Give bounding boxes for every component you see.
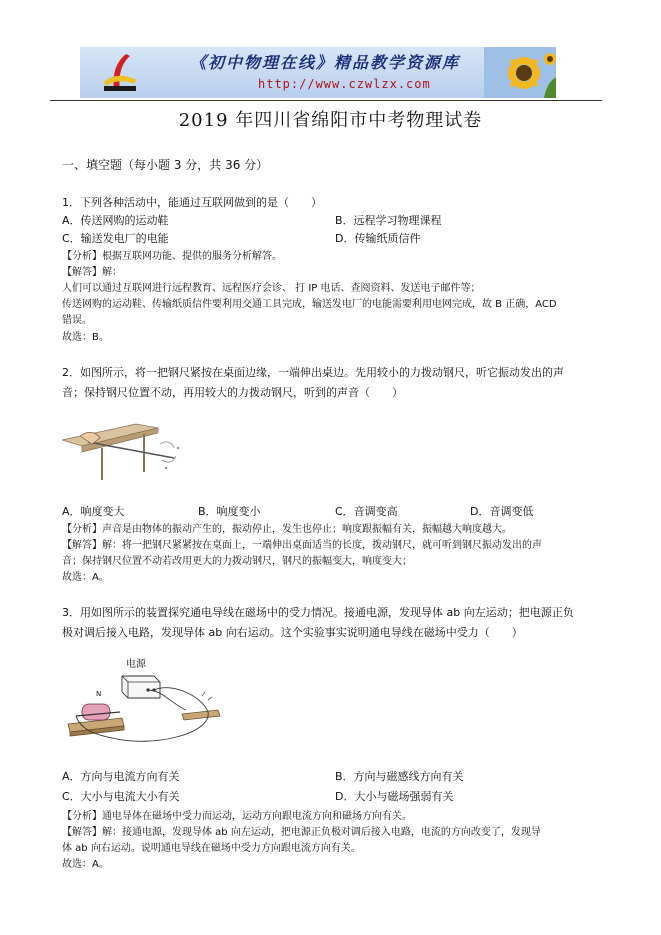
q2-choice: 故选：A。: [62, 572, 109, 583]
q1-option-d: D．传输纸质信件: [335, 232, 421, 245]
page-title: 2019 年四川省绵阳市中考物理试卷: [178, 110, 483, 131]
q3-option-a: A．方向与电流方向有关: [62, 770, 180, 783]
q2-stem-line-2: 音；保持钢尺位置不动，再用较大的力拨动钢尺，听到的声音（ ）: [62, 386, 403, 399]
banner-title: 《初中物理在线》精品教学资源库: [190, 53, 461, 72]
motor-circuit-figure: [62, 652, 232, 752]
q2-answer-line-2: 音；保持钢尺位置不动若改用更大的力拨动钢尺，钢尺的振幅变大，响度变大；: [62, 556, 412, 567]
q1-answer-line-3: 错误。: [62, 315, 92, 326]
q1-option-a: A．传送网购的运动鞋: [62, 214, 169, 227]
q3-stem-line-1: 3．用如图所示的装置探究通电导线在磁场中的受力情况。接通电源，发现导体 ab 向左运动；把电源正负: [62, 606, 574, 619]
power-supply-label: 电源: [126, 659, 146, 670]
q2-answer-line-1: 【解答】解：将一把钢尺紧紧按在桌面上，一端伸出桌面适当的长度，拨动钢尺，就可听到钢尺振动发出的声: [62, 540, 542, 551]
banner-url[interactable]: http://www.czwlzx.com: [258, 77, 431, 91]
q1-answer-line-1: 人们可以通过互联网进行远程教育、远程医疗会诊、 打 IP 电话、查阅资料、发送电子邮件等；: [62, 283, 481, 294]
section-heading: 一、填空题（每小题 3 分，共 36 分）: [62, 158, 269, 172]
site-logo-icon: [100, 52, 140, 94]
q2-stem-line-1: 2．如图所示，将一把钢尺紧按在桌面边缘，一端伸出桌边。先用较小的力拨动钢尺，听它振动发出的声: [62, 366, 564, 379]
q1-choice: 故选：B。: [62, 332, 109, 343]
q3-choice: 故选：A。: [62, 859, 109, 870]
q3-answer-line-2: 体 ab 向右运动。说明通电导线在磁场中受力方向跟电流方向有关。: [62, 843, 361, 854]
q1-answer-head: 【解答】解：: [62, 267, 122, 278]
q2-analysis: 【分析】声音是由物体的振动产生的，振动停止，发生也停止；响度跟振幅有关，振幅越大响度越大。: [62, 524, 512, 535]
header-rule: [50, 100, 602, 101]
q3-answer-line-1: 【解答】解：接通电源，发现导体 ab 向左运动，把电源正负极对调后接入电路，电流的方向改变了，发现导: [62, 827, 541, 838]
magnet-n-label: N: [96, 690, 102, 698]
q3-option-d: D．大小与磁场强弱有关: [335, 790, 454, 803]
q2-option-a: A．响度变大: [62, 505, 125, 518]
q2-option-c: C．音调变高: [335, 505, 398, 518]
q2-option-d: D．音调变低: [470, 505, 534, 518]
q2-option-b: B．响度变小: [198, 505, 261, 518]
q3-option-c: C．大小与电流大小有关: [62, 790, 180, 803]
ruler-on-desk-figure: [62, 414, 182, 482]
header-banner: [80, 47, 556, 98]
q1-option-b: B．远程学习物理课程: [335, 214, 442, 227]
q3-analysis: 【分析】通电导体在磁场中受力而运动，运动方向跟电流方向和磁场方向有关。: [62, 811, 412, 822]
q3-stem-line-2: 极对调后接入电路，发现导体 ab 向右运动。这个实验事实说明通电导线在磁场中受力（ ）: [62, 626, 523, 639]
q3-option-b: B．方向与磁感线方向有关: [335, 770, 464, 783]
q1-option-c: C．输送发电厂的电能: [62, 232, 169, 245]
q1-answer-line-2: 传送网购的运动鞋、传输纸质信件要利用交通工具完成，输送发电厂的电能需要利用电网完成，故 B 正确，ACD: [62, 299, 557, 310]
q1-stem: 1．下列各种活动中，能通过互联网做到的是（ ）: [62, 196, 322, 209]
q1-analysis: 【分析】根据互联网功能、提供的服务分析解答。: [62, 251, 282, 262]
sunflower-icon: [484, 47, 556, 98]
